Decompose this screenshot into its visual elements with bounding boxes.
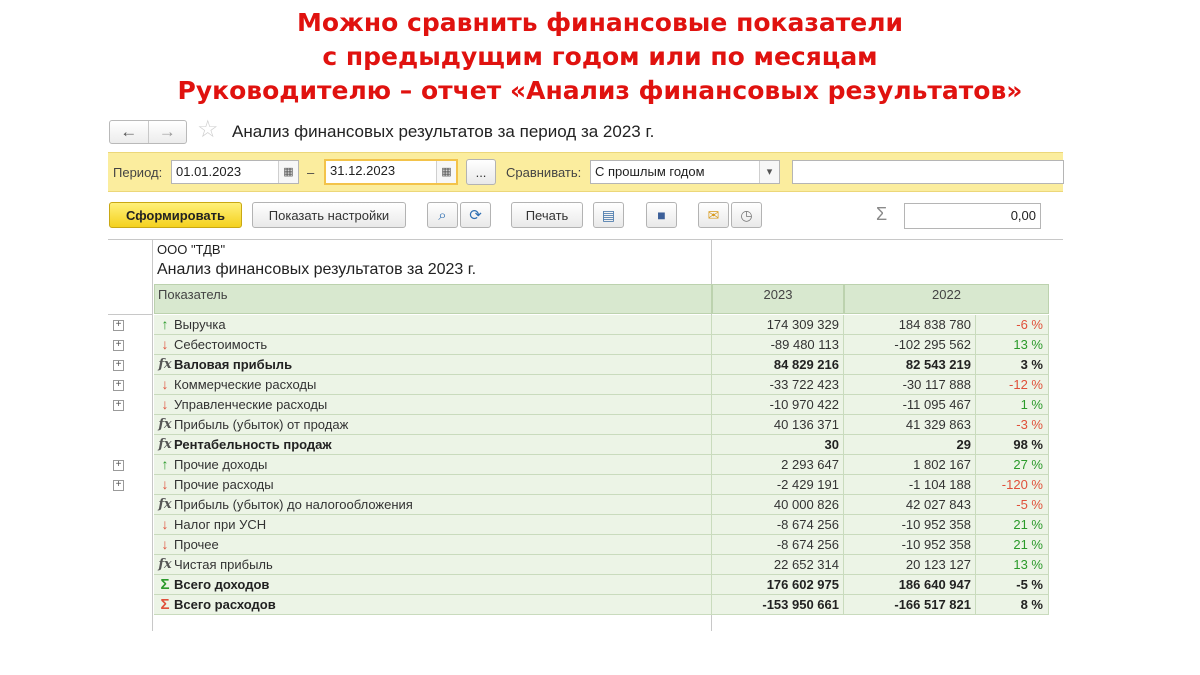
row-indicator-cell — [154, 535, 712, 555]
expand-toggle-icon[interactable]: + — [113, 360, 124, 371]
row-indicator-name: Валовая прибыль — [174, 357, 293, 372]
col-header-indicator: Показатель — [154, 284, 712, 314]
row-indicator-cell — [154, 395, 712, 415]
row-indicator-name: Управленческие расходы — [174, 397, 328, 412]
send-email-button[interactable] — [698, 202, 729, 228]
date-from-value: 01.01.2023 — [176, 164, 242, 179]
table-row[interactable] — [109, 535, 1063, 555]
row-value-2023: 84 829 216 — [712, 355, 844, 375]
table-row[interactable] — [109, 395, 1063, 415]
row-indicator-cell — [154, 335, 712, 355]
row-change-percent: -3 % — [976, 415, 1049, 435]
col-header-2023: 2023 — [712, 284, 844, 314]
expand-toggle-icon[interactable]: + — [113, 380, 124, 391]
expand-toggle-icon[interactable]: + — [113, 480, 124, 491]
row-value-2022: 41 329 863 — [844, 415, 976, 435]
window-title: Анализ финансовых результатов за период за 2023 г. — [232, 122, 655, 141]
table-row[interactable] — [109, 555, 1063, 575]
expand-toggle-icon[interactable]: + — [113, 460, 124, 471]
arrow-down-icon: ↓ — [161, 536, 169, 552]
row-indicator-name: Коммерческие расходы — [174, 377, 317, 392]
row-value-2022: 82 543 219 — [844, 355, 976, 375]
report-title: Анализ финансовых результатов за 2023 г. — [157, 261, 477, 278]
table-row[interactable] — [109, 455, 1063, 475]
row-indicator-cell — [154, 475, 712, 495]
extra-filter-field[interactable] — [792, 160, 1064, 184]
row-change-percent: 27 % — [976, 455, 1049, 475]
arrow-down-icon: ↓ — [161, 336, 169, 352]
row-indicator-name: Прочие доходы — [174, 457, 268, 472]
date-from-field[interactable] — [171, 160, 299, 184]
row-value-2023: -10 970 422 — [712, 395, 844, 415]
table-row[interactable] — [109, 375, 1063, 395]
formula-icon: fx — [158, 417, 172, 432]
forward-arrow-icon[interactable]: → — [148, 121, 187, 143]
row-indicator-name: Выручка — [174, 317, 226, 332]
filter-bar — [108, 152, 1063, 192]
row-value-2023: -8 674 256 — [712, 535, 844, 555]
row-indicator-cell — [154, 435, 712, 455]
arrow-down-icon: ↓ — [161, 516, 169, 532]
row-indicator-cell — [154, 515, 712, 535]
formula-icon: fx — [158, 437, 172, 452]
compare-select[interactable] — [590, 160, 780, 184]
headline-line-1: Можно сравнить финансовые показатели — [296, 8, 904, 37]
row-change-percent: -5 % — [976, 575, 1049, 595]
preview-button[interactable] — [593, 202, 624, 228]
row-indicator-name: Налог при УСН — [174, 517, 267, 532]
row-change-percent: 8 % — [976, 595, 1049, 615]
row-indicator-cell — [154, 595, 712, 615]
slide-headline — [0, 6, 1200, 108]
row-value-2022: 186 640 947 — [844, 575, 976, 595]
row-value-2023: -33 722 423 — [712, 375, 844, 395]
print-preview-icon: ▤ — [601, 206, 616, 223]
expand-toggle-icon[interactable]: + — [113, 320, 124, 331]
row-change-percent: 98 % — [976, 435, 1049, 455]
row-indicator-name: Всего доходов — [174, 577, 270, 592]
row-indicator-name: Прибыль (убыток) от продаж — [174, 417, 349, 432]
formula-icon: fx — [158, 497, 172, 512]
row-change-percent: 3 % — [976, 355, 1049, 375]
row-change-percent: 1 % — [976, 395, 1049, 415]
calendar-icon[interactable]: ▦ — [436, 161, 456, 183]
organization-name: ООО "ТДВ" — [157, 242, 226, 257]
row-indicator-name: Прибыль (убыток) до налогообложения — [174, 497, 413, 512]
sum-field[interactable]: 0,00 — [904, 203, 1041, 229]
row-value-2023: 22 652 314 — [712, 555, 844, 575]
row-change-percent: 21 % — [976, 515, 1049, 535]
row-change-percent: 13 % — [976, 555, 1049, 575]
row-value-2023: 30 — [712, 435, 844, 455]
search-refresh-button[interactable] — [460, 202, 491, 228]
row-indicator-cell — [154, 555, 712, 575]
row-value-2023: 40 136 371 — [712, 415, 844, 435]
row-indicator-cell — [154, 455, 712, 475]
search-refresh-icon: ⟳ — [469, 207, 482, 224]
headline-line-3: Руководителю – отчет «Анализ финансовых результатов» — [177, 76, 1023, 105]
period-label: Период: — [113, 165, 163, 180]
row-value-2023: -153 950 661 — [712, 595, 844, 615]
row-value-2023: -8 674 256 — [712, 515, 844, 535]
save-disk-icon: ■ — [657, 207, 666, 223]
row-value-2022: -10 952 358 — [844, 535, 976, 555]
arrow-up-icon: ↑ — [161, 456, 169, 472]
table-row[interactable] — [109, 595, 1063, 615]
row-change-percent: 13 % — [976, 335, 1049, 355]
table-row[interactable] — [109, 435, 1063, 455]
generate-button[interactable]: Сформировать — [109, 202, 242, 228]
table-row[interactable] — [109, 315, 1063, 335]
search-icon: ⌕ — [438, 206, 447, 224]
row-value-2023: -89 480 113 — [712, 335, 844, 355]
date-to-value: 31.12.2023 — [330, 163, 396, 178]
formula-icon: fx — [158, 357, 172, 372]
row-change-percent: 21 % — [976, 535, 1049, 555]
row-indicator-cell — [154, 415, 712, 435]
chevron-down-icon[interactable]: ▾ — [759, 161, 779, 183]
table-row[interactable] — [109, 475, 1063, 495]
arrow-up-icon: ↑ — [161, 316, 169, 332]
table-row[interactable] — [109, 495, 1063, 515]
clock-icon: ◷ — [740, 206, 753, 223]
back-arrow-icon[interactable]: ← — [120, 122, 138, 141]
row-value-2022: 1 802 167 — [844, 455, 976, 475]
arrow-down-icon: ↓ — [161, 376, 169, 392]
show-settings-button[interactable]: Показать настройки — [252, 202, 406, 228]
row-indicator-cell — [154, 315, 712, 335]
favorite-star-icon[interactable]: ☆ — [197, 116, 219, 143]
row-value-2023: 176 602 975 — [712, 575, 844, 595]
row-value-2022: 42 027 843 — [844, 495, 976, 515]
row-indicator-cell — [154, 355, 712, 375]
mail-icon: ✉ — [707, 206, 720, 223]
compare-value: С прошлым годом — [595, 164, 705, 179]
row-value-2022: -1 104 188 — [844, 475, 976, 495]
row-indicator-cell — [154, 375, 712, 395]
row-value-2023: 2 293 647 — [712, 455, 844, 475]
table-row[interactable] — [109, 515, 1063, 535]
sum-sigma-icon: Σ — [876, 204, 888, 224]
row-change-percent: -12 % — [976, 375, 1049, 395]
history-nav — [109, 120, 187, 144]
row-indicator-cell — [154, 495, 712, 515]
row-value-2022: -11 095 467 — [844, 395, 976, 415]
print-button[interactable]: Печать — [511, 202, 583, 228]
row-indicator-name: Себестоимость — [174, 337, 268, 352]
headline-line-2: с предыдущим годом или по месяцам — [322, 42, 878, 71]
arrow-down-icon: ↓ — [161, 396, 169, 412]
row-indicator-name: Прочее — [174, 537, 219, 552]
row-value-2022: -102 295 562 — [844, 335, 976, 355]
save-button[interactable] — [646, 202, 677, 228]
formula-icon: fx — [158, 557, 172, 572]
row-value-2022: -166 517 821 — [844, 595, 976, 615]
row-value-2022: -30 117 888 — [844, 375, 976, 395]
row-indicator-name: Рентабельность продаж — [174, 437, 332, 452]
row-value-2023: 40 000 826 — [712, 495, 844, 515]
expand-toggle-icon[interactable]: + — [113, 400, 124, 411]
row-indicator-name: Всего расходов — [174, 597, 276, 612]
table-row[interactable] — [109, 575, 1063, 595]
arrow-down-icon: ↓ — [161, 476, 169, 492]
table-row[interactable] — [109, 335, 1063, 355]
row-indicator-cell — [154, 575, 712, 595]
search-button[interactable] — [427, 202, 458, 228]
period-select-button[interactable]: ... — [466, 159, 496, 185]
schedule-button[interactable] — [731, 202, 762, 228]
calendar-icon[interactable]: ▦ — [278, 161, 298, 183]
row-value-2023: -2 429 191 — [712, 475, 844, 495]
date-to-field[interactable] — [324, 159, 458, 185]
row-indicator-name: Чистая прибыль — [174, 557, 273, 572]
row-value-2022: -10 952 358 — [844, 515, 976, 535]
row-value-2022: 20 123 127 — [844, 555, 976, 575]
row-change-percent: -120 % — [976, 475, 1049, 495]
expand-toggle-icon[interactable]: + — [113, 340, 124, 351]
row-value-2022: 184 838 780 — [844, 315, 976, 335]
sum-icon: Σ — [160, 596, 170, 613]
table-row[interactable] — [109, 355, 1063, 375]
col-header-2022: 2022 — [844, 284, 1049, 314]
compare-label: Сравнивать: — [506, 165, 582, 180]
row-value-2023: 174 309 329 — [712, 315, 844, 335]
row-value-2022: 29 — [844, 435, 976, 455]
row-change-percent: -5 % — [976, 495, 1049, 515]
row-indicator-name: Прочие расходы — [174, 477, 274, 492]
report-rows — [109, 315, 1063, 615]
row-change-percent: -6 % — [976, 315, 1049, 335]
period-dash: – — [307, 165, 315, 180]
sum-icon: Σ — [160, 576, 170, 593]
table-row[interactable] — [109, 415, 1063, 435]
